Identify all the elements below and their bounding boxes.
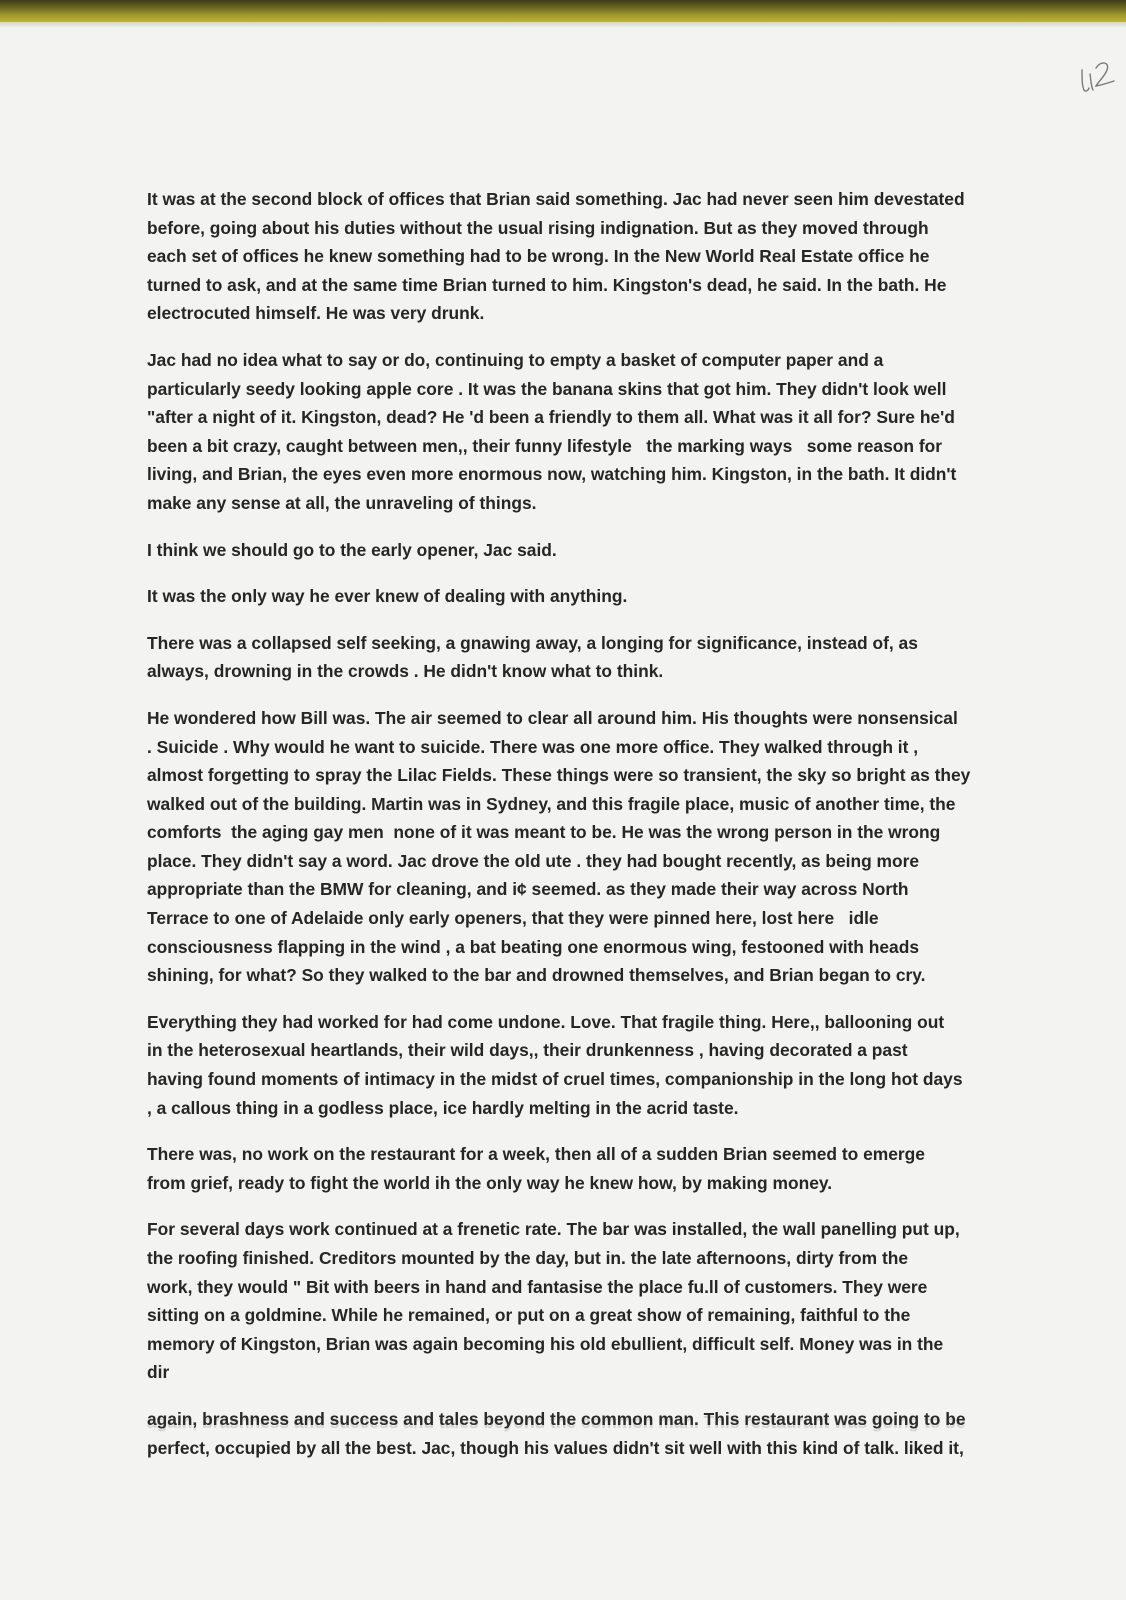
- paragraph-line: particularly seedy looking apple core . It was the banana skins that got him. They didn't look well: [147, 378, 947, 399]
- paragraph-line: "after a night of it. Kingston, dead? He 'd been a friendly to them all. What was it all for? Sure he'd: [147, 407, 955, 428]
- paragraph-4: [147, 582, 992, 611]
- paragraph-line: almost forgetting to spray the Lilac Fields. These things were so transient, the sky so bright as they: [147, 765, 971, 786]
- paragraph-line: He wondered how Bill was. The air seemed to clear all around him. His thoughts were nonsensical: [147, 707, 958, 728]
- paragraph-line: before, going about his duties without the usual rising indignation. But as they moved through: [147, 217, 929, 238]
- paragraph-line: turned to ask, and at the same time Brian turned to him. Kingston's dead, he said. In the bath. He: [147, 274, 947, 295]
- paragraph-line: electrocuted himself. He was very drunk.: [147, 303, 485, 324]
- paragraph-line: Jac had no idea what to say or do, continuing to empty a basket of computer paper and a: [147, 349, 884, 370]
- paragraph-line: dir: [147, 1362, 170, 1383]
- paragraph-line: work, they would " Bit with beers in hand and fantasise the place fu.ll of customers. They were: [147, 1276, 928, 1297]
- paragraph-line: . Suicide . Why would he want to suicide. There was one more office. They walked through it ,: [147, 736, 919, 757]
- paragraph-line: each set of offices he knew something had to be wrong. In the New World Real Estate office he: [147, 246, 930, 267]
- handwritten-page-number-glyph: [1076, 56, 1120, 100]
- paragraph-line: It was at the second block of offices that Brian said something. Jac had never seen him devestated: [147, 189, 965, 209]
- paragraph-6: [147, 704, 992, 990]
- paragraph-line: shining, for what? So they walked to the bar and drowned themselves, and Brian began to cry.: [147, 965, 926, 986]
- paragraph-line: always, drowning in the crowds . He didn't know what to think.: [147, 661, 664, 682]
- paragraph-line: again, brashness and success and tales beyond the common man. This restaurant was going to be: [147, 1408, 966, 1429]
- paragraph-line: living, and Brian, the eyes even more enormous now, watching him. Kingston, in the bath. It didn't: [147, 464, 957, 485]
- paragraph-line: , a callous thing in a godless place, ice hardly melting in the acrid taste.: [147, 1097, 739, 1118]
- handwritten-page-number: [1076, 56, 1120, 100]
- paragraph-line: For several days work continued at a frenetic rate. The bar was installed, the wall panelling put up,: [147, 1219, 960, 1240]
- paragraph-line: comforts the aging gay men none of it was meant to be. He was the wrong person in the wrong: [147, 822, 941, 843]
- paragraph-7: [147, 1008, 992, 1122]
- paragraph-line: There was a collapsed self seeking, a gnawing away, a longing for significance, instead of, as: [147, 632, 918, 653]
- paragraph-line: in the heterosexual heartlands, their wild days,, their drunkenness , having decorated a past: [147, 1040, 908, 1061]
- paragraph-line: perfect, occupied by all the best. Jac, though his values didn't sit well with this kind of talk. liked it,: [147, 1437, 964, 1458]
- paragraph-line: make any sense at all, the unraveling of things.: [147, 492, 537, 513]
- paragraph-3: [147, 536, 992, 565]
- paragraph-line: It was the only way he ever knew of dealing with anything.: [147, 586, 628, 607]
- paragraph-line: Everything they had worked for had come undone. Love. That fragile thing. Here,, ballooning out: [147, 1011, 945, 1032]
- paragraph-line: been a bit crazy, caught between men,, their funny lifestyle the marking ways some reason for: [147, 435, 943, 456]
- paragraph-line: appropriate than the BMW for cleaning, and i¢ seemed. as they made their way across North: [147, 879, 909, 900]
- paragraph-10: [147, 1405, 992, 1462]
- paragraph-1: [147, 185, 992, 328]
- paragraph-line: walked out of the building. Martin was in Sydney, and this fragile place, music of another time, the: [147, 793, 956, 814]
- paragraph-line: Terrace to one of Adelaide only early openers, that they were pinned here, lost here idle: [147, 908, 879, 929]
- paragraph-line: having found moments of intimacy in the midst of cruel times, companionship in the long hot days: [147, 1069, 963, 1090]
- paragraph-line: from grief, ready to fight the world ih the only way he knew how, by making money.: [147, 1172, 833, 1193]
- paragraph-line: consciousness flapping in the wind , a bat beating one enormous wing, festooned with heads: [147, 936, 920, 957]
- paragraph-line: sitting on a goldmine. While he remained, or put on a great show of remaining, faithful to the: [147, 1305, 911, 1326]
- scanner-edge-shadow: [0, 22, 1126, 28]
- paragraph-line: I think we should go to the early opener, Jac said.: [147, 539, 557, 560]
- scanner-edge-band: [0, 0, 1126, 22]
- paragraph-line: the roofing finished. Creditors mounted by the day, but in. the late afternoons, dirty from the: [147, 1248, 909, 1268]
- paragraph-line: There was, no work on the restaurant for a week, then all of a sudden Brian seemed to emerge: [147, 1144, 925, 1165]
- paragraph-line: memory of Kingston, Brian was again becoming his old ebullient, difficult self. Money was in the: [147, 1333, 944, 1354]
- paragraph-line: place. They didn't say a word. Jac drove the old ute . they had bought recently, as being more: [147, 850, 920, 871]
- paragraph-9: [147, 1215, 992, 1387]
- page-body: [147, 185, 992, 1480]
- paragraph-5: [147, 629, 992, 686]
- paragraph-8: [147, 1140, 992, 1197]
- paragraph-2: [147, 346, 992, 518]
